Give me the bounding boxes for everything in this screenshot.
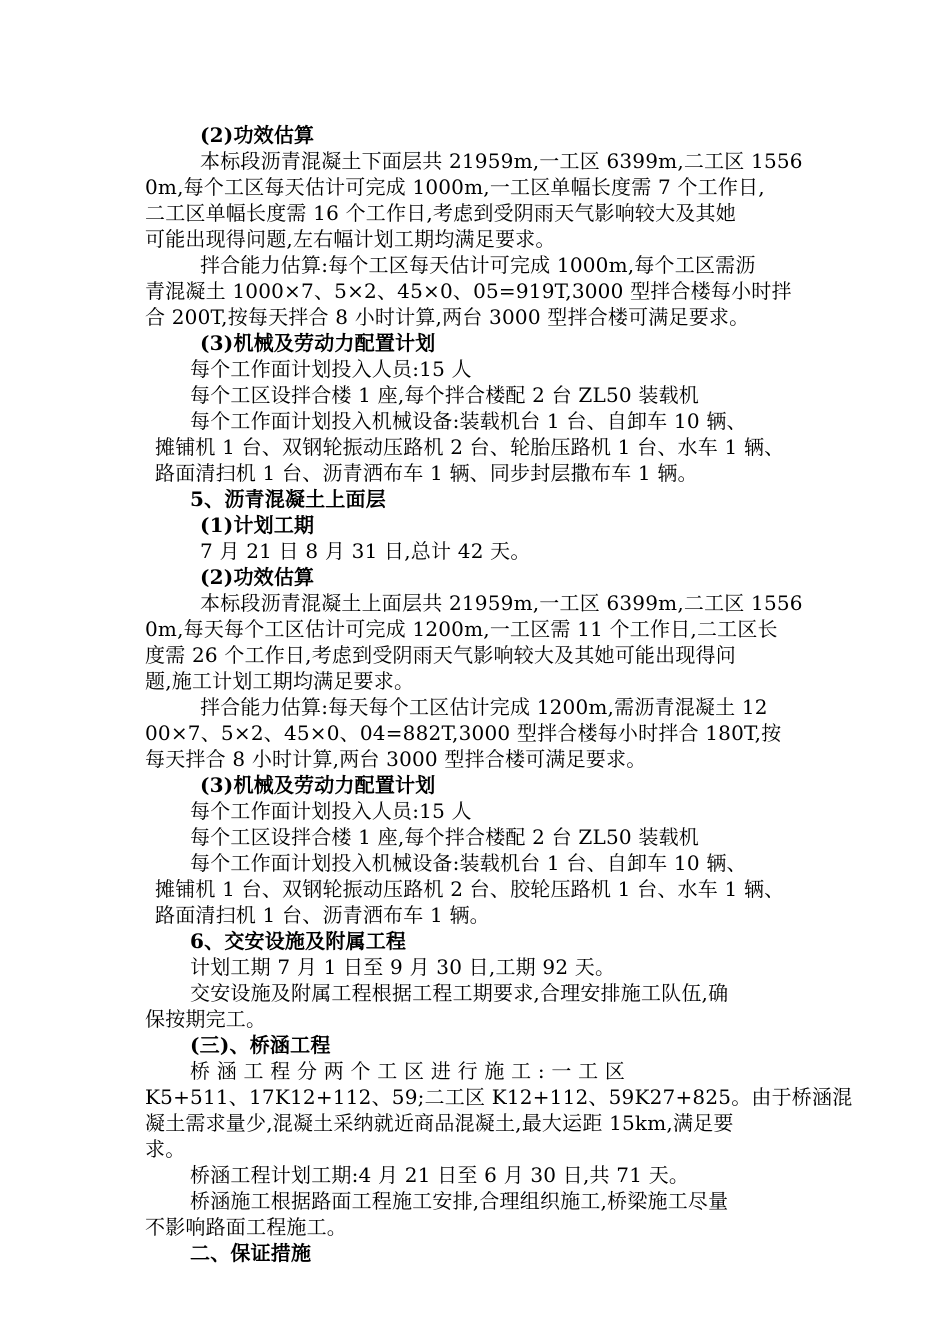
paragraph-line: 度需 26 个工作日,考虑到受阴雨天气影响较大及其她可能出现得问: [145, 643, 736, 667]
paragraph-line: 路面清扫机 1 台、沥青洒布车 1 辆、同步封层撒布车 1 辆。: [155, 461, 698, 485]
paragraph-line: 0m,每个工区每天估计可完成 1000m,一工区单幅长度需 7 个工作日,: [145, 175, 765, 199]
paragraph-line: 凝土需求量少,混凝土采纳就近商品混凝土,最大运距 15km,满足要: [145, 1111, 734, 1135]
paragraph-line: 桥涵施工根据路面工程施工安排,合理组织施工,桥梁施工尽量: [190, 1189, 729, 1213]
paragraph-line: 本标段沥青混凝土下面层共 21959m,一工区 6399m,二工区 1556: [200, 149, 803, 173]
paragraph-line: 桥 涵 工 程 分 两 个 工 区 进 行 施 工 : 一 工 区: [190, 1059, 626, 1083]
heading-3-machinery: (3)机械及劳动力配置计划: [200, 773, 436, 797]
paragraph-line: 每个工作面计划投入人员:15 人: [190, 799, 472, 823]
paragraph-line: 00×7、5×2、45×0、04=882T,3000 型拌合楼每小时拌合 180T,按: [145, 721, 782, 745]
paragraph-line: 交安设施及附属工程根据工程工期要求,合理安排施工队伍,确: [190, 981, 729, 1005]
paragraph-line: 本标段沥青混凝土上面层共 21959m,一工区 6399m,二工区 1556: [200, 591, 803, 615]
paragraph-line: 求。: [145, 1137, 186, 1161]
section-two-heading: 二、保证措施: [190, 1241, 312, 1265]
heading-1-schedule: (1)计划工期: [200, 513, 315, 537]
paragraph-line: 桥涵工程计划工期:4 月 21 日至 6 月 30 日,共 71 天。: [190, 1163, 690, 1187]
paragraph-line: 每个工区设拌合楼 1 座,每个拌合楼配 2 台 ZL50 装载机: [190, 825, 699, 849]
paragraph-line: 拌合能力估算:每天每个工区估计完成 1200m,需沥青混凝土 12: [200, 695, 768, 719]
paragraph-line: 摊铺机 1 台、双钢轮振动压路机 2 台、胶轮压路机 1 台、水车 1 辆、: [155, 877, 785, 901]
paragraph-line: 7 月 21 日 8 月 31 日,总计 42 天。: [200, 539, 531, 563]
paragraph-line: 题,施工计划工期均满足要求。: [145, 669, 415, 693]
section-bridge-heading: (三)、桥涵工程: [190, 1033, 331, 1057]
paragraph-line: 每个工作面计划投入人员:15 人: [190, 357, 472, 381]
paragraph-line: 拌合能力估算:每个工区每天估计可完成 1000m,每个工区需沥: [200, 253, 756, 277]
paragraph-line: 计划工期 7 月 1 日至 9 月 30 日,工期 92 天。: [190, 955, 616, 979]
heading-2-efficiency: (2)功效估算: [200, 123, 315, 147]
paragraph-line: 每个工区设拌合楼 1 座,每个拌合楼配 2 台 ZL50 装载机: [190, 383, 699, 407]
paragraph-line: 合 200T,按每天拌合 8 小时计算,两台 3000 型拌合楼可满足要求。: [145, 305, 750, 329]
paragraph-line: 摊铺机 1 台、双钢轮振动压路机 2 台、轮胎压路机 1 台、水车 1 辆、: [155, 435, 785, 459]
paragraph-line: 每天拌合 8 小时计算,两台 3000 型拌合楼可满足要求。: [145, 747, 647, 771]
paragraph-line: 每个工作面计划投入机械设备:装载机台 1 台、自卸车 10 辆、: [190, 851, 747, 875]
paragraph-line: K5+511、17K12+112、59;二工区 K12+112、59K27+825。由于桥涵混: [145, 1085, 853, 1109]
paragraph-line: 可能出现得问题,左右幅计划工期均满足要求。: [145, 227, 556, 251]
paragraph-line: 青混凝土 1000×7、5×2、45×0、05=919T,3000 型拌合楼每小时拌: [145, 279, 792, 303]
paragraph-line: 二工区单幅长度需 16 个工作日,考虑到受阴雨天气影响较大及其她: [145, 201, 736, 225]
paragraph-line: 每个工作面计划投入机械设备:装载机台 1 台、自卸车 10 辆、: [190, 409, 747, 433]
section-6-heading: 6、交安设施及附属工程: [190, 929, 407, 953]
heading-3-machinery: (3)机械及劳动力配置计划: [200, 331, 436, 355]
section-5-heading: 5、沥青混凝土上面层: [190, 487, 386, 511]
paragraph-line: 保按期完工。: [145, 1007, 267, 1031]
paragraph-line: 不影响路面工程施工。: [145, 1215, 347, 1239]
paragraph-line: 路面清扫机 1 台、沥青洒布车 1 辆。: [155, 903, 490, 927]
paragraph-line: 0m,每天每个工区估计可完成 1200m,一工区需 11 个工作日,二工区长: [145, 617, 778, 641]
heading-2-efficiency: (2)功效估算: [200, 565, 315, 589]
